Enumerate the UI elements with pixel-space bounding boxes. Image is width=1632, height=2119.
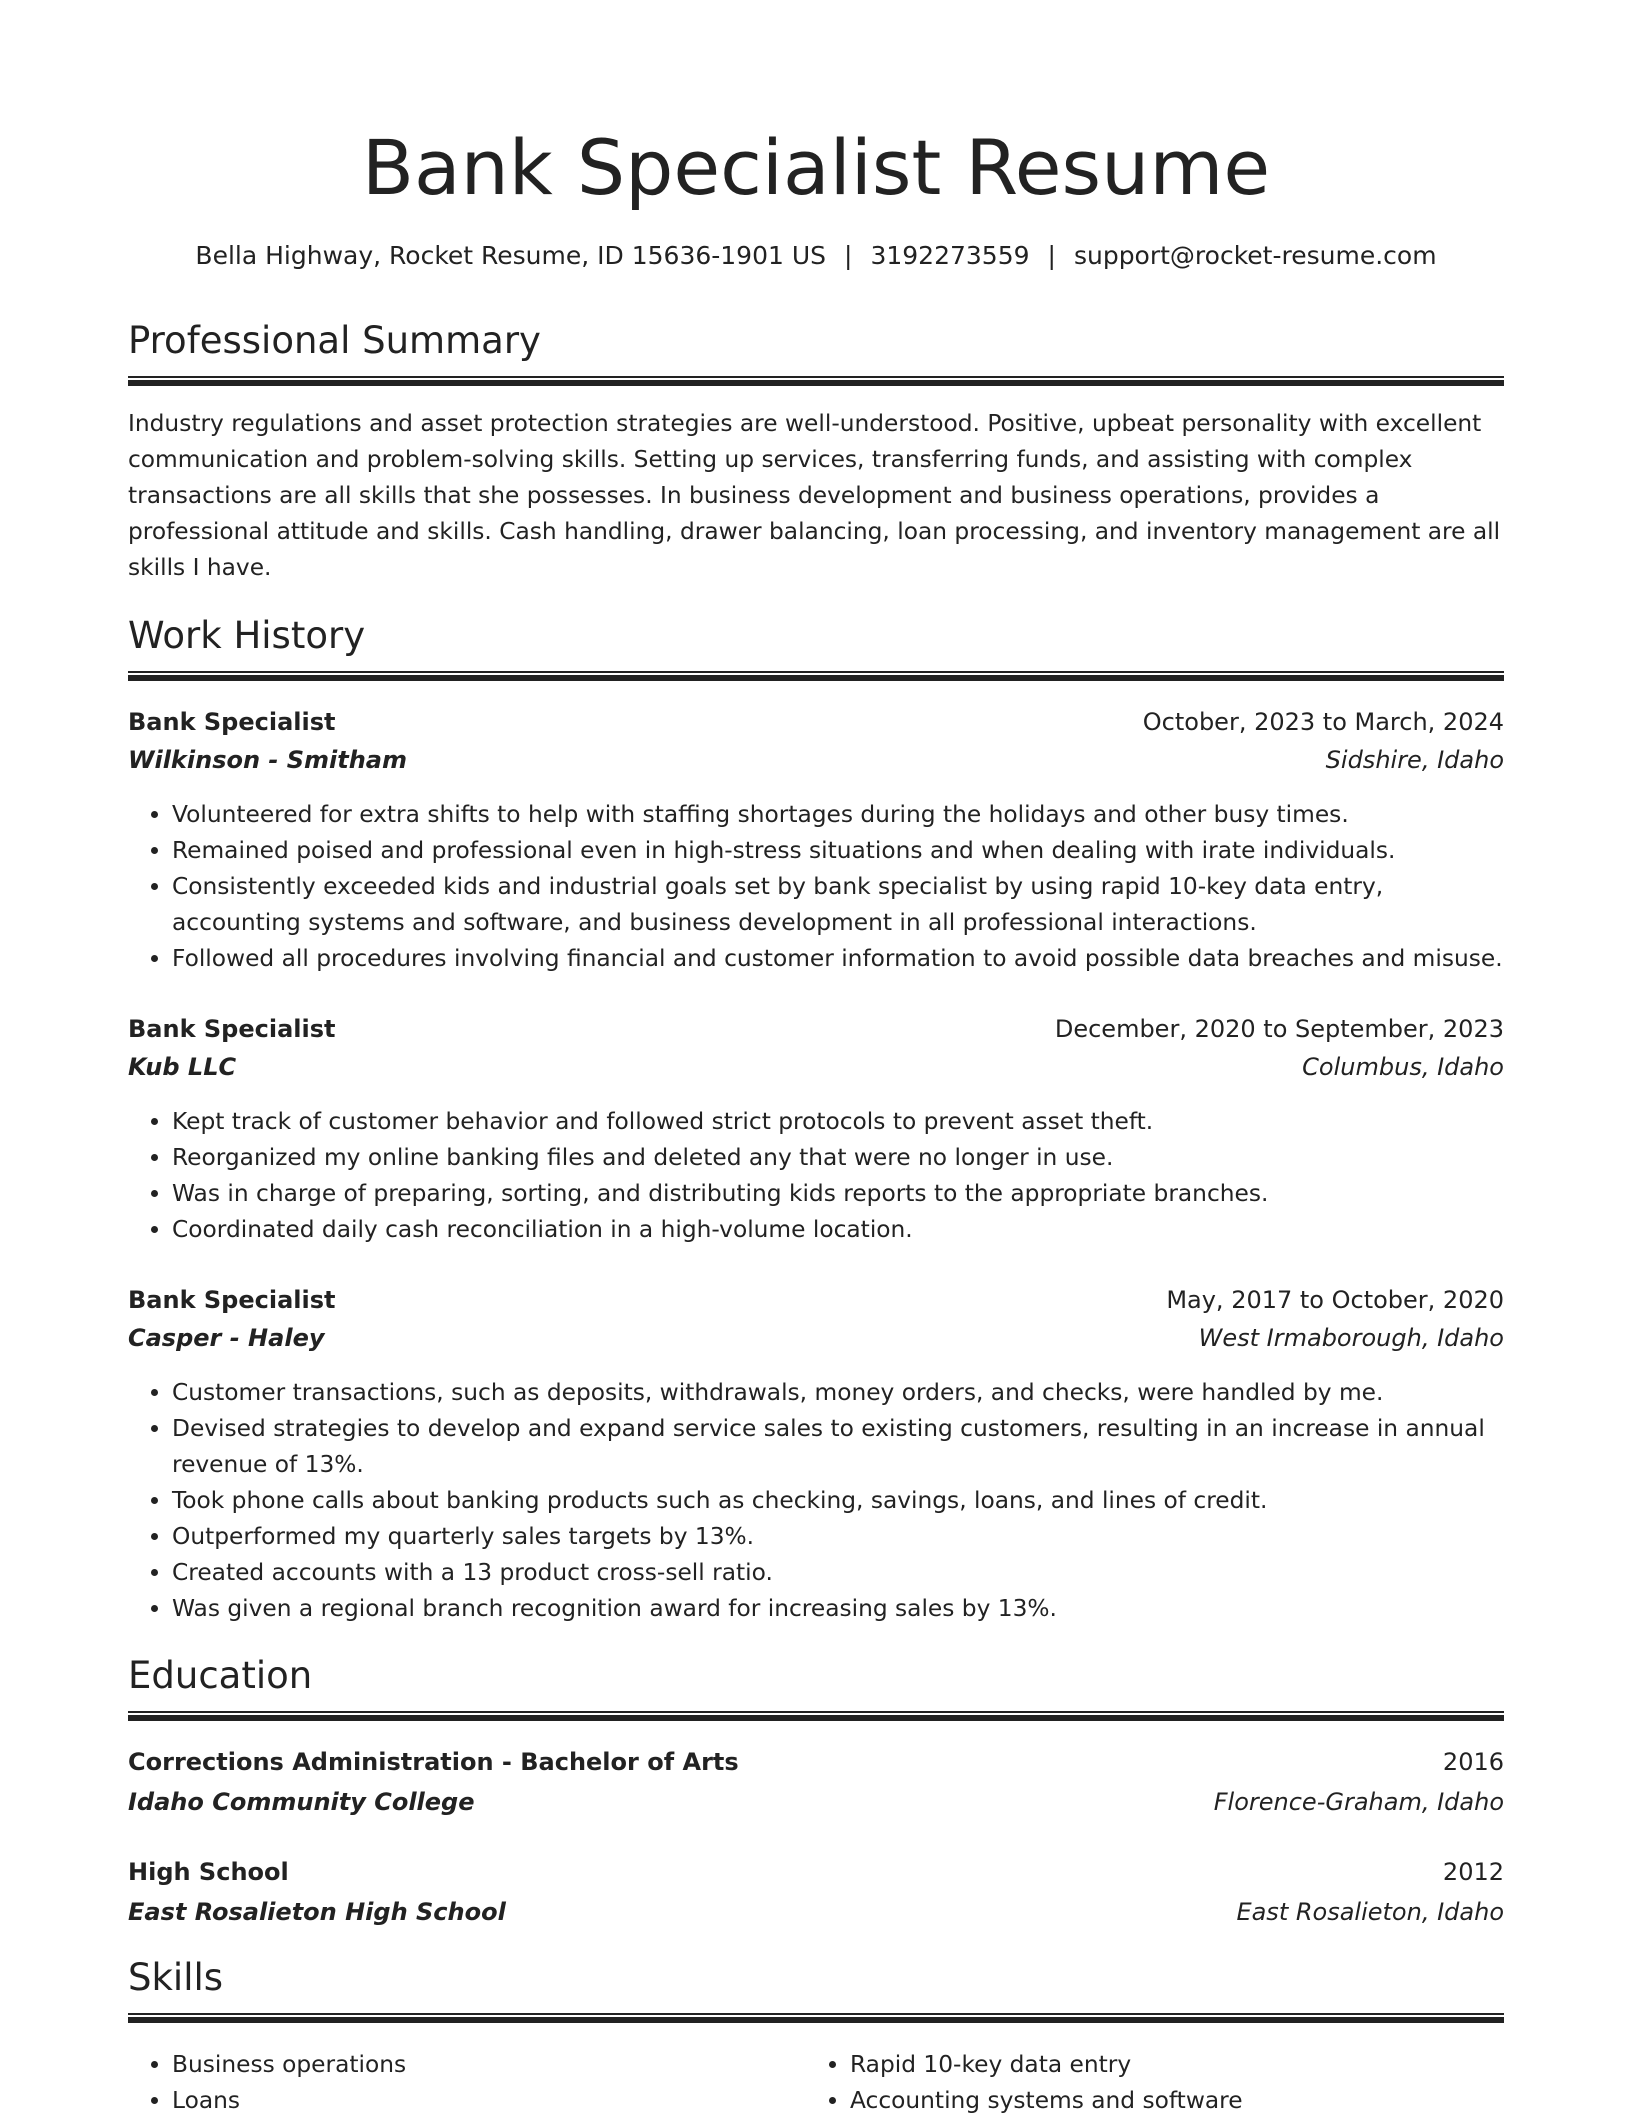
section-divider [128,2013,1504,2023]
list-item: • Was in charge of preparing, sorting, and distributing kids reports to the appropriate branches. [172,1176,1504,1212]
list-item: • Followed all procedures involving financial and customer information to avoid possible data breaches and misuse. [172,941,1504,977]
job-title: Bank Specialist [128,708,336,736]
page-title: Bank Specialist Resume [361,123,1271,212]
list-item: • Coordinated daily cash reconciliation in a high-volume location. [172,1212,1504,1248]
list-item: • Remained poised and professional even in high-stress situations and when dealing with irate individuals. [172,833,1504,869]
list-item: • Business operations [172,2047,806,2083]
education-header [128,1743,1504,1781]
contact-email: support@rocket-resume.com [1073,241,1437,270]
job-dates: October, 2023 to March, 2024 [1142,708,1504,736]
education-subheader [128,1893,1504,1931]
education-degree: Corrections Administration - Bachelor of Arts [128,1748,739,1776]
job-company: Wilkinson - Smitham [128,746,408,774]
job-title: Bank Specialist [128,1286,336,1314]
summary-text: Industry regulations and asset protection strategies are well-understood. Positive, upbeat personality with excellent communication and problem-solving skills. Setting up services, transferring funds, and assisting with complex transactions are all skills that she possesses. In business development and business operations, provides a professional attitude and skills. Cash handling, drawer balancing, loan processing, and inventory management are all skills I have. [128,410,1501,581]
contact-line [128,238,1504,274]
contact-separator: | [844,241,853,270]
education-school: East Rosalieton High School [128,1898,506,1926]
list-item: • Reorganized my online banking files and deleted any that were no longer in use. [172,1140,1504,1176]
job-bullet-list [128,1375,1504,1627]
job-title: Bank Specialist [128,1015,336,1043]
job-bullet-list [128,797,1504,977]
job-dates: May, 2017 to October, 2020 [1166,1286,1504,1314]
education-year: 2016 [1442,1748,1504,1776]
contact-separator: | [1047,241,1056,270]
section-divider [128,671,1504,681]
section-divider [128,376,1504,386]
list-item: • Was given a regional branch recognition award for increasing sales by 13%. [172,1591,1504,1627]
job-header [128,703,1504,741]
job-header [128,1281,1504,1319]
job-location: West Irmaborough, Idaho [1198,1324,1504,1352]
section-divider [128,1711,1504,1721]
skills-heading: Skills [128,1956,224,1999]
list-item: • Devised strategies to develop and expand service sales to existing customers, resulting in an increase in annual revenue of 13%. [172,1411,1504,1483]
education-subheader [128,1783,1504,1821]
education-location: Florence-Graham, Idaho [1213,1788,1504,1816]
education-heading: Education [128,1654,313,1697]
list-item: • Customer transactions, such as deposits, withdrawals, money orders, and checks, were handled by me. [172,1375,1504,1411]
job-header [128,1010,1504,1048]
list-item: • Kept track of customer behavior and followed strict protocols to prevent asset theft. [172,1104,1504,1140]
education-header [128,1853,1504,1891]
list-item: • Loans [172,2083,806,2119]
job-company: Casper - Haley [128,1324,325,1352]
list-item: • Accounting systems and software [850,2083,1504,2119]
list-item: • Consistently exceeded kids and industrial goals set by bank specialist by using rapid 10-key data entry, accounting systems and software, and business development in all professional interactions. [172,869,1504,941]
education-school: Idaho Community College [128,1788,475,1816]
job-subheader [128,741,1504,779]
job-subheader [128,1048,1504,1086]
contact-phone: 3192273559 [870,241,1030,270]
job-subheader [128,1319,1504,1357]
list-item: • Rapid 10-key data entry [850,2047,1504,2083]
job-dates: December, 2020 to September, 2023 [1054,1015,1504,1043]
job-bullet-list [128,1104,1504,1248]
education-location: East Rosalieton, Idaho [1236,1898,1504,1926]
work-history-heading: Work History [128,614,366,657]
list-item: • Outperformed my quarterly sales targets by 13%. [172,1519,1504,1555]
job-company: Kub LLC [128,1053,237,1081]
list-item: • Volunteered for extra shifts to help with staffing shortages during the holidays and other busy times. [172,797,1504,833]
list-item: • Took phone calls about banking products such as checking, savings, loans, and lines of credit. [172,1483,1504,1519]
job-location: Sidshire, Idaho [1325,746,1504,774]
education-year: 2012 [1442,1858,1504,1886]
skills-list-right [806,2047,1504,2119]
contact-address: Bella Highway, Rocket Resume, ID 15636-1901 US [195,241,827,270]
job-location: Columbus, Idaho [1302,1053,1504,1081]
education-degree: High School [128,1858,289,1886]
summary-heading: Professional Summary [128,319,541,362]
list-item: • Created accounts with a 13 product cross-sell ratio. [172,1555,1504,1591]
skills-list-left [128,2047,806,2119]
